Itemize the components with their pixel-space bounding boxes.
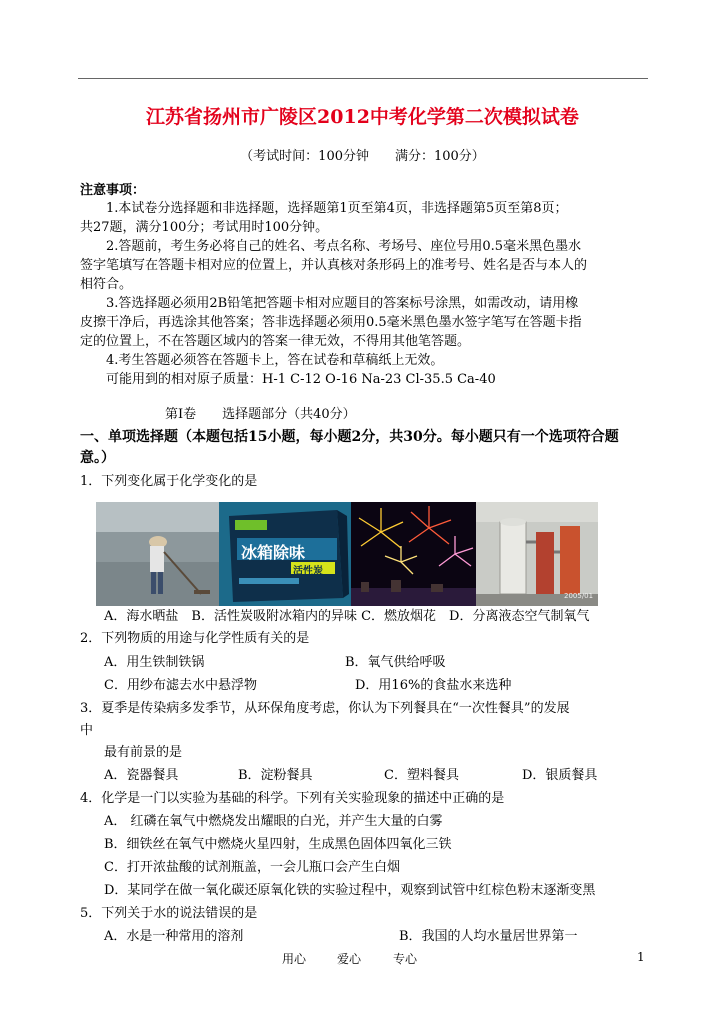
notice-line: 1.本试卷分选择题和非选择题，选择题第1页至第4页，非选择题第5页至第8页； — [106, 201, 568, 216]
header-rule — [78, 78, 648, 79]
question-4-stem: 4．化学是一门以实验为基础的科学。下列有关实验现象的描述中正确的是 — [80, 791, 505, 806]
question-4-option-b: B．细铁丝在氧气中燃烧火星四射，生成黑色固体四氧化三铁 — [104, 837, 452, 852]
footer-slogan-3: 专心 — [393, 952, 418, 966]
question-3-option-d: D．银质餐具 — [522, 768, 598, 783]
notice-line: 共27题，满分100分；考试用时100分钟。 — [80, 220, 329, 235]
page-number: 1 — [637, 950, 645, 964]
footer-slogan-2: 爱心 — [337, 952, 362, 966]
question-2-option-c: C．用纱布滤去水中悬浮物 — [104, 678, 257, 693]
notice-line: 相符合。 — [80, 277, 133, 292]
question-2-option-d: D．用16%的食盐水来选种 — [355, 678, 512, 693]
notice-heading: 注意事项： — [80, 183, 146, 198]
question-5-stem: 5．下列关于水的说法错误的是 — [80, 906, 258, 921]
fridge-deodorizer-photo — [219, 502, 351, 606]
question-3-stem: 3．夏季是传染病多发季节，从环保角度考虑，你认为下列餐具在“一次性餐具”的发展 — [80, 701, 570, 716]
notice-line: 2.答题前，考生务必将自己的姓名、考点名称、考场号、座位号用0.5毫米黑色墨水 — [106, 239, 582, 254]
notice-line: 皮擦干净后，再选涂其他答案；答非选择题必须用0.5毫米黑色墨水签字笔写在答题卡指 — [80, 315, 582, 330]
fridge-box-badge: 活性炭 — [293, 566, 323, 577]
question-1-options: A．海水晒盐 B．活性炭吸附冰箱内的异味 C．燃放烟花 D．分离液态空气制氧气 — [104, 609, 590, 624]
volume-heading: 第Ⅰ卷 选择题部分（共40分） — [165, 407, 356, 422]
notice-line: 签字笔填写在答题卡相对应的位置上，并认真核对条形码上的准考号、姓名是否与本人的 — [80, 258, 588, 273]
notice-line: 定的位置上，不在答题区域内的答案一律无效，不得用其他笔答题。 — [80, 334, 471, 349]
part-heading-cont: 意。） — [80, 450, 115, 466]
question-4-option-a: A． 红磷在氧气中燃烧发出耀眼的白光，并产生大量的白雾 — [104, 814, 443, 829]
question-4-option-d: D．某同学在做一氧化碳还原氧化铁的实验过程中，观察到试管中红棕色粉末逐渐变黑 — [104, 883, 596, 898]
question-2-stem: 2．下列物质的用途与化学性质有关的是 — [80, 631, 310, 646]
question-3-option-b: B．淀粉餐具 — [238, 768, 313, 783]
fridge-box-label: 冰箱除味 — [241, 543, 306, 562]
question-4-option-c: C．打开浓盐酸的试剂瓶盖，一会儿瓶口会产生白烟 — [104, 860, 400, 875]
question-3-option-c: C．塑料餐具 — [384, 768, 459, 783]
question-3-stem-cont2: 最有前景的是 — [104, 745, 183, 760]
fireworks-photo — [351, 502, 476, 606]
notice-line: 4.考生答题必须答在答题卡上，答在试卷和草稿纸上无效。 — [106, 353, 444, 368]
question-5-option-a: A．水是一种常用的溶剂 — [104, 929, 244, 944]
question-5-option-b: B．我国的人均水量居世界第一 — [399, 929, 578, 944]
photo-date-stamp: 2005/01 — [564, 592, 594, 600]
notice-line: 3.答选择题必须用2B铅笔把答题卡相对应题目的答案标号涂黑，如需改动，请用橡 — [106, 296, 579, 311]
part-heading: 一、单项选择题（本题包括15小题，每小题2分，共30分。每小题只有一个选项符合题 — [80, 429, 619, 445]
footer-slogan-1: 用心 — [282, 952, 307, 966]
question-2-option-a: A．用生铁制铁锅 — [104, 655, 205, 670]
question-1-stem: 1．下列变化属于化学变化的是 — [80, 474, 258, 489]
salt-pan-photo — [96, 502, 219, 606]
atomic-mass-line: 可能用到的相对原子质量：H-1 C-12 O-16 Na-23 Cl-35.5 Ca-40 — [106, 372, 496, 387]
page-title: 江苏省扬州市广陵区2012中考化学第二次模拟试卷 — [146, 106, 579, 128]
question-3-stem-cont: 中 — [80, 723, 94, 738]
question-2-option-b: B．氧气供给呼吸 — [345, 655, 446, 670]
question-3-option-a: A．瓷器餐具 — [104, 768, 179, 783]
exam-meta: （考试时间：100分钟 满分：100分） — [240, 149, 485, 164]
air-separation-plant-photo — [476, 502, 598, 606]
